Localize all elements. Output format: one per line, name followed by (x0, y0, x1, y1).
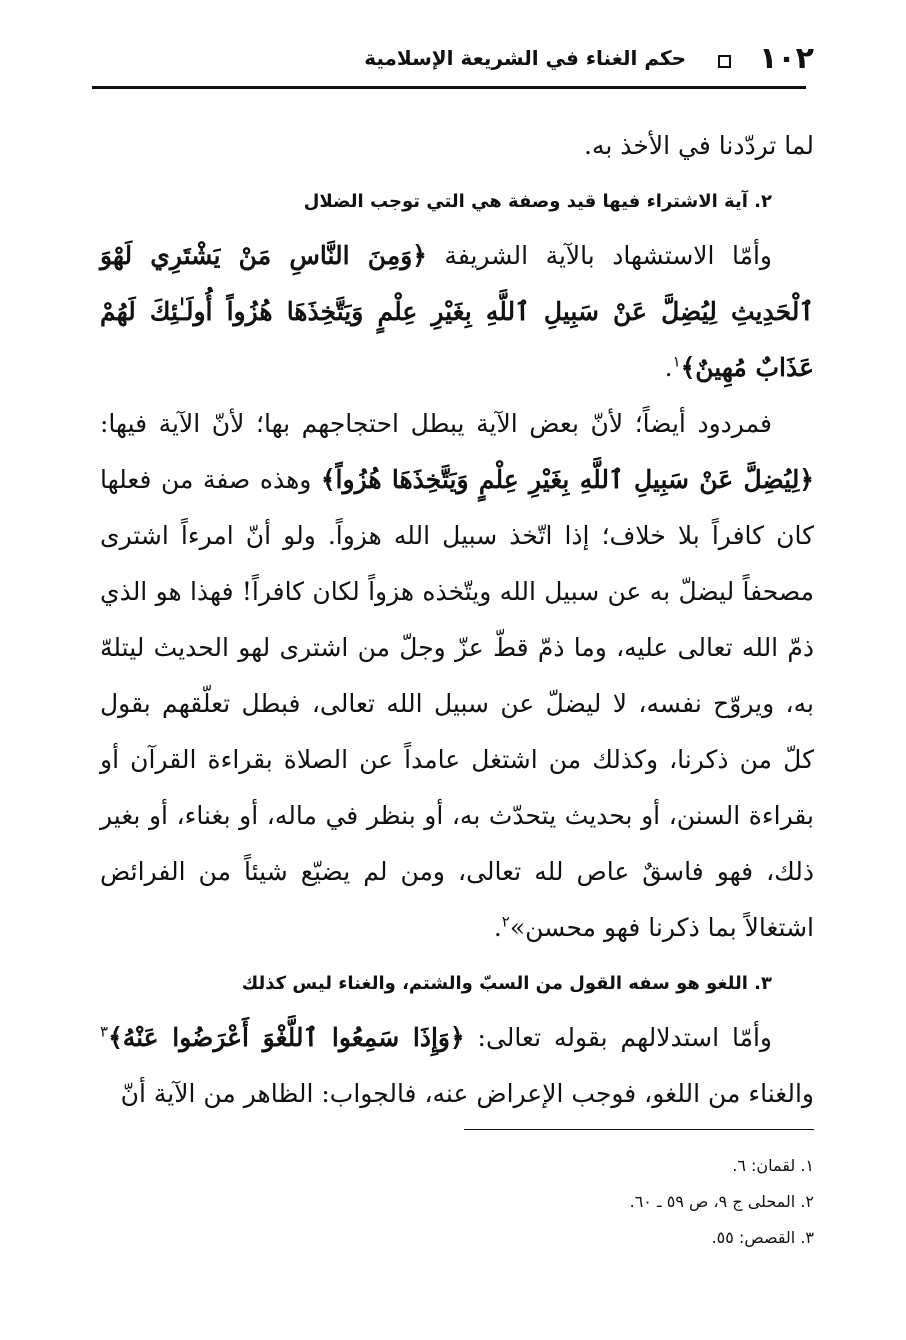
paragraph-text: وهذه صفة من فعلها كان كافراً بلا خلاف؛ إذا اتّخذ سبيل الله هزواً. ولو أنّ امرءاً اشترى مصحفاً ليضلّ به عن سبيل الله ويتّخذه هزواً لكان كافراً! فهذا هو الذي ذمّ الله تعالى عليه، وما ذمّ قطّ عزّ وجلّ من اشترى لهو الحديث ليتلهّ به، ويروّح نفسه، لا ليضلّ عن سبيل الله تعالى، فبطل تعلّقهم بقول كلّ من ذكرنا، وكذلك من اشتغل عامداً عن الصلاة بقراءة القرآن أو بقراءة السنن، أو بحديث يتحدّث به، أو بنظر في ماله، أو بغناء، أو بغير ذلك، فهو فاسقٌ عاص لله تعالى، ومن لم يضيّع شيئاً من الفرائض اشتغالاً بما ذكرنا فهو محسن» (100, 465, 814, 942)
section-heading: ٣. اللغو هو سفه القول من السبّ والشتم، والغناء ليس كذلك (241, 973, 772, 994)
quran-verse: ﴿وَمِنَ النَّاسِ مَنْ يَشْتَرِي لَهْوَ ٱلْحَدِيثِ لِيُضِلَّ عَنْ سَبِيلِ ٱللَّهِ بِغَيْرِ عِلْمٍ وَيَتَّخِذَهَا هُزُواً أُولَـٰئِكَ لَهُمْ عَذَابٌ مُهِينٌ﴾ (100, 241, 814, 382)
footnote-rule (464, 1129, 814, 1130)
paragraph (100, 396, 814, 956)
quran-verse: ﴿لِيُضِلَّ عَنْ سَبِيلِ ٱللَّهِ بِغَيْرِ عِلْمٍ وَيَتَّخِذَهَا هُزُواً﴾ (320, 465, 814, 494)
footnote: ١. لقمان: ٦. (732, 1156, 814, 1175)
footnote-ref: ٢ (501, 912, 510, 931)
paragraph (100, 1010, 814, 1122)
footnote-ref: ١ (672, 352, 681, 371)
running-header (100, 38, 814, 78)
footnote: ٢. المحلى ج ٩، ص ٥٩ ـ ٦٠. (629, 1192, 814, 1211)
body-text (100, 118, 814, 1122)
quran-verse: ﴿وَإِذَا سَمِعُوا ٱللَّغْوَ أَعْرَضُوا عَنْهُ﴾ (108, 1023, 465, 1052)
paragraph-text: وأمّا الاستشهاد بالآية الشريفة (426, 241, 773, 270)
running-title: حكم الغناء في الشريعة الإسلامية (364, 46, 687, 70)
paragraph: لما تردّدنا في الأخذ به. (584, 131, 814, 160)
header-rule (92, 86, 806, 89)
section-heading: ٢. آية الاشتراء فيها قيد وصفة هي التي توجب الضلال (303, 191, 772, 212)
paragraph-text: والغناء من اللغو، فوجب الإعراض عنه، فالجواب: الظاهر من الآية أنّ (120, 1079, 814, 1108)
page-number: ١٠٢ (759, 40, 814, 76)
footnote: ٣. القصص: ٥٥. (711, 1228, 814, 1247)
footnotes (100, 1148, 814, 1256)
paragraph-text: . (493, 913, 502, 942)
paragraph-text: وأمّا استدلالهم بقوله تعالى: (464, 1023, 772, 1052)
paragraph-text: فمردود أيضاً؛ لأنّ بعض الآية يبطل احتجاجهم بها؛ لأنّ الآية فيها: (100, 409, 772, 438)
paragraph-text: . (664, 353, 673, 382)
paragraph (100, 228, 814, 396)
footnote-ref: ٣ (100, 1022, 109, 1041)
square-ornament-icon (718, 55, 731, 68)
